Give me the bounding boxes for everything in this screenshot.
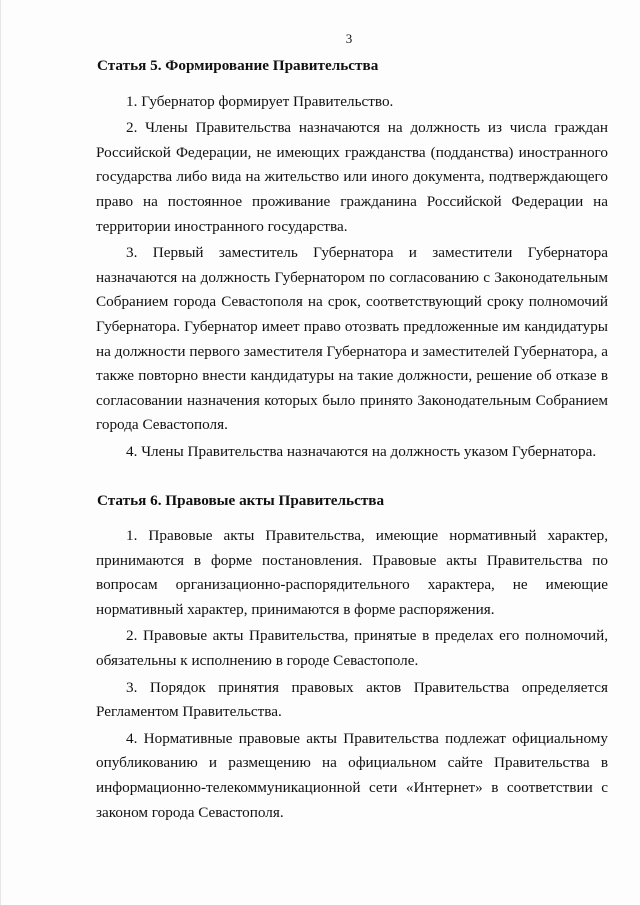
article-6-heading: Статья 6. Правовые акты Правительства bbox=[97, 491, 385, 509]
article-6-paragraph-1: 1. Правовые акты Правительства, имеющие нормативный характер, принимаются в форме постановления. Правовые акты Правительства по вопросам организационно-распорядительного характера, не имеющие нормативный характер, принимаются в форме распоряжения. bbox=[96, 527, 608, 618]
page-number: 3 bbox=[345, 31, 353, 46]
article-5-paragraph-4: 4. Члены Правительства назначаются на должность указом Губернатора. bbox=[126, 442, 597, 460]
document-body bbox=[96, 54, 608, 825]
spacer bbox=[96, 79, 608, 90]
article-5-heading: Статья 5. Формирование Правительства bbox=[97, 57, 379, 74]
article-5-paragraph-2: 2. Члены Правительства назначаются на должность из числа граждан Российской Федерации, не имеющих гражданства (подданства) иностранного государства либо вида на жительство или иного документа, подтверждающего право на постоянное проживание гражданина Российской Федерации на территории иностранного государства. bbox=[96, 119, 608, 235]
article-5-paragraph-1: 1. Губернатор формирует Правительство. bbox=[126, 92, 394, 110]
article-6-paragraph-3: 3. Порядок принятия правовых актов Правительства определяется Регламентом Правительства. bbox=[96, 678, 608, 721]
article-5-paragraph-3: 3. Первый заместитель Губернатора и заместители Губернатора назначаются на должность Губернатором по согласованию с Законодательным Собранием города Севастополя на срок, соответствующий сроку полномочий Губернатора. Губернатор имеет право отозвать предложенные им кандидатуры на должности первого заместителя Губернатора и заместителей Губернатора, а также повторно внести кандидатуры на такие должности, решение об отказе в согласовании назначения которых было принято Законодательным Собранием города Севастополя. bbox=[96, 244, 608, 434]
article-6-paragraph-4: 4. Нормативные правовые акты Правительства подлежат официальному опубликованию и размещению на официальном сайте Правительства в информационно-телекоммуникационной сети «Интернет» в соответствии с законом города Севастополя. bbox=[96, 729, 608, 821]
scan-edge bbox=[0, 0, 1, 905]
spacer bbox=[96, 513, 608, 524]
section-gap bbox=[96, 465, 608, 489]
article-6-paragraph-2: 2. Правовые акты Правительства, принятые в пределах его полномочий, обязательны к исполнению в городе Севастополе. bbox=[96, 627, 608, 670]
